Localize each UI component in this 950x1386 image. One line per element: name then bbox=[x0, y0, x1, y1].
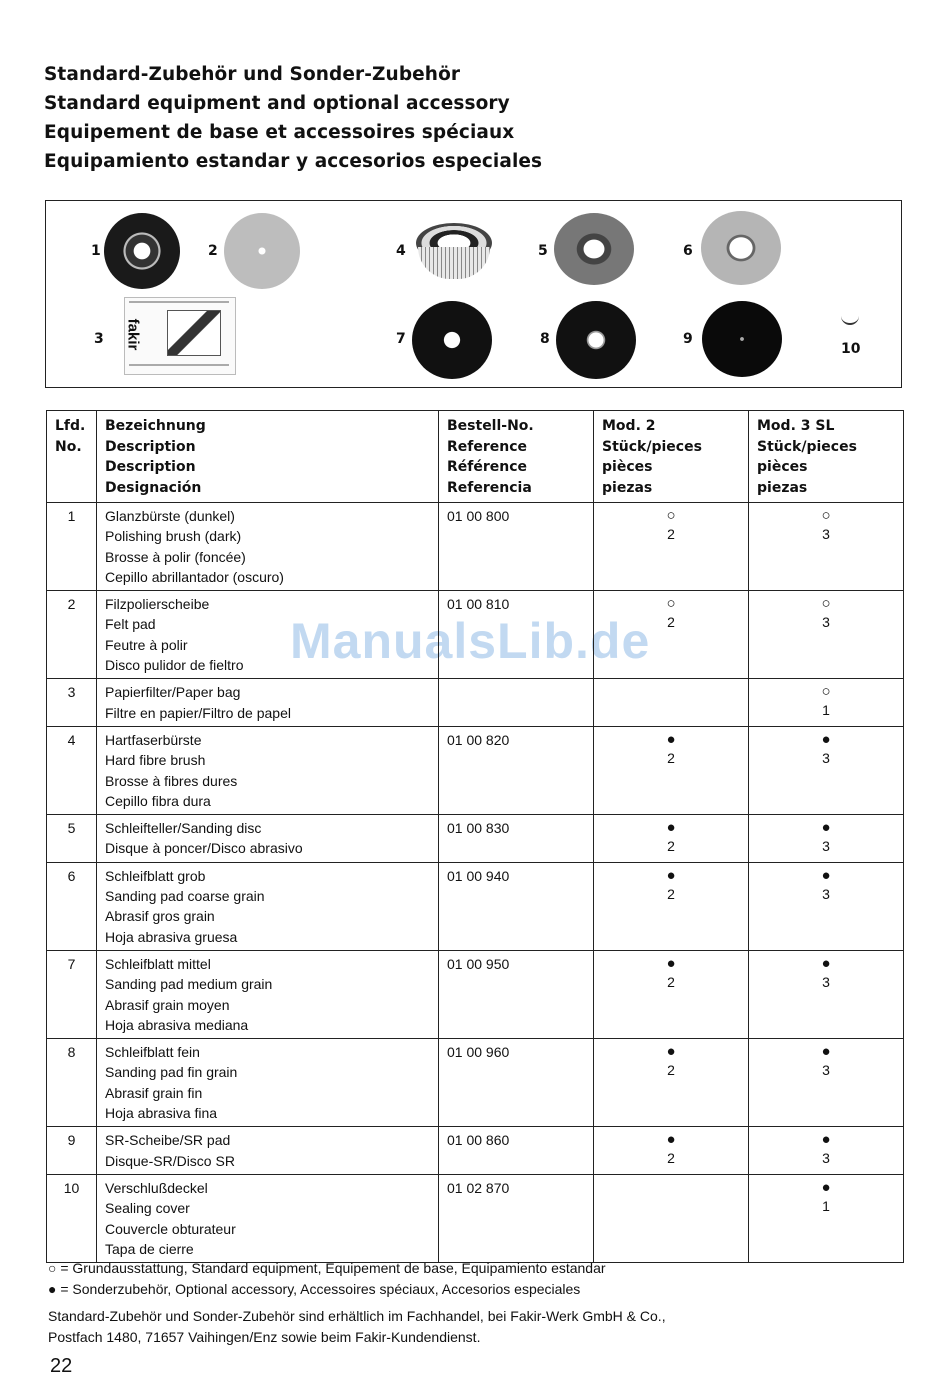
equipment-symbol: ● bbox=[821, 866, 831, 884]
equipment-symbol: ○ bbox=[666, 595, 676, 613]
row-mod3-cell bbox=[749, 1039, 904, 1127]
row-reference: 01 00 860 bbox=[439, 1127, 594, 1175]
table-row bbox=[47, 862, 904, 950]
equipment-symbol: ● bbox=[666, 730, 676, 748]
header-text: pièces bbox=[757, 459, 808, 475]
equipment-symbol: ● bbox=[666, 819, 676, 837]
paper-bag-image bbox=[124, 297, 236, 375]
page-titles bbox=[44, 60, 542, 176]
table-row bbox=[47, 726, 904, 814]
table-row bbox=[47, 679, 904, 727]
row-mod3-cell bbox=[749, 950, 904, 1038]
header-text: No. bbox=[55, 438, 82, 455]
row-mod3-cell bbox=[749, 503, 904, 591]
quantity: 3 bbox=[822, 526, 830, 542]
description-line: Schleifteller/Sanding disc bbox=[105, 820, 262, 837]
title-english: Standard equipment and optional accessory bbox=[44, 93, 510, 114]
watermark: ManualsLib.de bbox=[290, 613, 651, 669]
table-row bbox=[47, 950, 904, 1038]
description-line: Couvercle obturateur bbox=[105, 1220, 236, 1237]
description-line: Hoja abrasiva fina bbox=[105, 1105, 218, 1122]
header-text: Description bbox=[105, 459, 196, 475]
row-mod2-cell bbox=[594, 1174, 749, 1262]
description-line: Hartfaserbürste bbox=[105, 731, 202, 748]
description-line: Filtre en papier/Filtro de papel bbox=[105, 704, 291, 721]
header-text: Designación bbox=[105, 479, 202, 496]
description-line: Disco pulidor de fieltro bbox=[105, 657, 244, 674]
paper-bag-brand: fakir bbox=[124, 318, 142, 351]
row-mod2-cell bbox=[594, 862, 749, 950]
description-line: Schleifblatt grob bbox=[105, 867, 206, 884]
row-description bbox=[97, 1127, 439, 1175]
description-line: Cepillo fibra dura bbox=[105, 792, 211, 809]
image-label-6: 6 bbox=[683, 243, 693, 259]
row-number: 10 bbox=[47, 1174, 97, 1262]
header-text: Mod. 3 SL bbox=[757, 418, 835, 434]
sr-pad-image bbox=[702, 301, 782, 377]
header-mod2 bbox=[594, 411, 749, 503]
header-text: Bezeichnung bbox=[105, 418, 206, 434]
row-reference: 01 00 960 bbox=[439, 1039, 594, 1127]
description-line: Feutre à polir bbox=[105, 636, 188, 653]
quantity: 2 bbox=[667, 614, 675, 631]
row-number: 9 bbox=[47, 1127, 97, 1175]
quantity: 2 bbox=[667, 749, 675, 766]
row-mod2-cell bbox=[594, 679, 749, 727]
description-line: Disque-SR/Disco SR bbox=[105, 1152, 235, 1169]
image-label-2: 2 bbox=[208, 243, 218, 259]
row-number: 8 bbox=[47, 1039, 97, 1127]
image-label-1: 1 bbox=[91, 243, 101, 259]
header-no bbox=[47, 411, 97, 503]
row-reference bbox=[439, 679, 594, 727]
equipment-symbol: ● bbox=[666, 1043, 676, 1061]
row-description bbox=[97, 1039, 439, 1127]
description-line: Brosse à polir (foncée) bbox=[105, 548, 246, 565]
row-mod3-cell bbox=[749, 815, 904, 863]
header-text: piezas bbox=[757, 479, 808, 496]
image-label-3: 3 bbox=[94, 331, 104, 347]
header-text: Stück/pieces bbox=[757, 438, 857, 455]
row-reference: 01 00 830 bbox=[439, 815, 594, 863]
table-header-row bbox=[47, 411, 904, 503]
image-label-7: 7 bbox=[396, 331, 406, 347]
coarse-sanding-pad-image bbox=[701, 211, 781, 285]
row-mod2-cell bbox=[594, 1127, 749, 1175]
row-description bbox=[97, 503, 439, 591]
row-mod2-cell bbox=[594, 503, 749, 591]
polishing-brush-image bbox=[104, 213, 180, 289]
equipment-symbol: ● bbox=[821, 1178, 831, 1196]
title-french: Equipement de base et accessoires spéciaux bbox=[44, 122, 515, 143]
footer-line: Standard-Zubehör und Sonder-Zubehör sind erhältlich im Fachhandel, bei Fakir-Werk GmbH & Co., bbox=[48, 1308, 666, 1324]
row-mod3-cell bbox=[749, 1127, 904, 1175]
row-mod3-cell bbox=[749, 1174, 904, 1262]
table-row bbox=[47, 1127, 904, 1175]
table-row bbox=[47, 1039, 904, 1127]
legend bbox=[48, 1258, 606, 1300]
row-description bbox=[97, 815, 439, 863]
quantity: 1 bbox=[822, 1197, 830, 1214]
row-reference: 01 00 940 bbox=[439, 862, 594, 950]
header-text: Reference bbox=[447, 438, 528, 455]
equipment-symbol: ● bbox=[666, 954, 676, 972]
row-number: 6 bbox=[47, 862, 97, 950]
quantity: 3 bbox=[822, 749, 830, 766]
row-mod3-cell bbox=[749, 591, 904, 679]
equipment-symbol: ● bbox=[821, 819, 831, 837]
quantity: 3 bbox=[822, 973, 830, 990]
image-label-4: 4 bbox=[396, 243, 406, 259]
accessory-table bbox=[46, 410, 904, 1263]
row-mod3-cell bbox=[749, 679, 904, 727]
equipment-symbol: ○ bbox=[821, 595, 831, 613]
row-mod3-cell bbox=[749, 726, 904, 814]
header-text: Bestell-No. bbox=[447, 418, 534, 434]
quantity: 1 bbox=[822, 702, 830, 719]
equipment-symbol: ● bbox=[821, 954, 831, 972]
footer-line: Postfach 1480, 71657 Vaihingen/Enz sowie beim Fakir-Kundendienst. bbox=[48, 1329, 481, 1345]
quantity: 3 bbox=[822, 1150, 830, 1167]
equipment-symbol: ○ bbox=[821, 507, 831, 524]
description-line: Disque à poncer/Disco abrasivo bbox=[105, 840, 303, 857]
description-line: Hoja abrasiva mediana bbox=[105, 1016, 249, 1033]
header-mod3 bbox=[749, 411, 904, 503]
description-line: Verschlußdeckel bbox=[105, 1179, 208, 1196]
accessory-illustration bbox=[45, 200, 902, 388]
description-line: Abrasif gros grain bbox=[105, 908, 215, 925]
sealing-cover-image bbox=[841, 313, 859, 325]
legend-standard: ○ = Grundausstattung, Standard equipment, Equipement de base, Equipamiento estandar bbox=[48, 1260, 606, 1276]
quantity: 3 bbox=[822, 1062, 830, 1079]
header-reference bbox=[439, 411, 594, 503]
quantity: 2 bbox=[667, 1150, 675, 1167]
header-description bbox=[97, 411, 439, 503]
row-description bbox=[97, 950, 439, 1038]
image-label-5: 5 bbox=[538, 243, 548, 259]
header-text: Referencia bbox=[447, 479, 532, 496]
description-line: Abrasif grain moyen bbox=[105, 996, 230, 1013]
row-reference: 01 00 800 bbox=[439, 503, 594, 591]
header-text: piezas bbox=[602, 479, 653, 496]
legend-optional: ● = Sonderzubehör, Optional accessory, Accessoires spéciaux, Accesorios especiales bbox=[48, 1281, 581, 1297]
image-label-10: 10 bbox=[841, 341, 861, 357]
header-text: Mod. 2 bbox=[602, 418, 656, 434]
description-line: Glanzbürste (dunkel) bbox=[105, 508, 235, 524]
description-line: Filzpolierscheibe bbox=[105, 596, 210, 613]
sanding-disc-image bbox=[554, 213, 634, 285]
row-number: 5 bbox=[47, 815, 97, 863]
description-line: Sanding pad coarse grain bbox=[105, 888, 265, 905]
table-row bbox=[47, 503, 904, 591]
table-row bbox=[47, 815, 904, 863]
equipment-symbol: ● bbox=[821, 1043, 831, 1061]
quantity: 3 bbox=[822, 838, 830, 855]
felt-pad-image bbox=[224, 213, 300, 289]
equipment-symbol: ● bbox=[666, 1131, 676, 1149]
row-mod2-cell bbox=[594, 815, 749, 863]
description-line: Sealing cover bbox=[105, 1200, 190, 1217]
equipment-symbol: ○ bbox=[821, 683, 831, 701]
description-line: Abrasif grain fin bbox=[105, 1084, 203, 1101]
page-number: 22 bbox=[50, 1355, 73, 1377]
description-line: Hard fibre brush bbox=[105, 752, 206, 769]
row-number: 3 bbox=[47, 679, 97, 727]
image-label-8: 8 bbox=[540, 331, 550, 347]
availability-note bbox=[48, 1306, 666, 1348]
header-text: pièces bbox=[602, 459, 653, 475]
header-text: Stück/pieces bbox=[602, 438, 702, 455]
quantity: 3 bbox=[822, 614, 830, 631]
quantity: 3 bbox=[822, 885, 830, 902]
row-number: 7 bbox=[47, 950, 97, 1038]
description-line: Tapa de cierre bbox=[105, 1240, 194, 1257]
row-mod2-cell bbox=[594, 591, 749, 679]
row-mod2-cell bbox=[594, 726, 749, 814]
description-line: SR-Scheibe/SR pad bbox=[105, 1132, 231, 1149]
title-spanish: Equipamiento estandar y accesorios especiales bbox=[44, 151, 543, 172]
description-line: Sanding pad fin grain bbox=[105, 1064, 238, 1081]
hard-fibre-brush-image bbox=[416, 223, 492, 283]
header-text: Description bbox=[105, 438, 196, 455]
description-line: Cepillo abrillantador (oscuro) bbox=[105, 568, 284, 585]
row-mod3-cell bbox=[749, 862, 904, 950]
header-text: Lfd. bbox=[55, 418, 86, 434]
table-row bbox=[47, 1174, 904, 1262]
equipment-symbol: ○ bbox=[666, 507, 676, 524]
row-description bbox=[97, 679, 439, 727]
row-number: 4 bbox=[47, 726, 97, 814]
description-line: Felt pad bbox=[105, 616, 156, 633]
row-number: 2 bbox=[47, 591, 97, 679]
description-line: Papierfilter/Paper bag bbox=[105, 684, 241, 701]
title-german: Standard-Zubehör und Sonder-Zubehör bbox=[44, 64, 461, 85]
quantity: 2 bbox=[667, 526, 675, 542]
description-line: Schleifblatt mittel bbox=[105, 955, 211, 972]
row-description bbox=[97, 591, 439, 679]
row-description bbox=[97, 726, 439, 814]
row-description bbox=[97, 862, 439, 950]
quantity: 2 bbox=[667, 885, 675, 902]
description-line: Schleifblatt fein bbox=[105, 1044, 200, 1061]
quantity: 2 bbox=[667, 838, 675, 855]
equipment-symbol: ● bbox=[821, 1131, 831, 1149]
equipment-symbol: ● bbox=[821, 730, 831, 748]
row-mod2-cell bbox=[594, 1039, 749, 1127]
description-line: Sanding pad medium grain bbox=[105, 976, 273, 993]
description-line: Hoja abrasiva gruesa bbox=[105, 928, 238, 945]
row-number: 1 bbox=[47, 503, 97, 591]
quantity: 2 bbox=[667, 1062, 675, 1079]
header-text: Référence bbox=[447, 459, 528, 475]
table-body bbox=[47, 503, 904, 1263]
quantity: 2 bbox=[667, 973, 675, 990]
image-label-9: 9 bbox=[683, 331, 693, 347]
row-reference: 01 00 810 bbox=[439, 591, 594, 679]
medium-sanding-pad-image bbox=[412, 301, 492, 379]
row-mod2-cell bbox=[594, 950, 749, 1038]
row-reference: 01 00 820 bbox=[439, 726, 594, 814]
fine-sanding-pad-image bbox=[556, 301, 636, 379]
row-reference: 01 02 870 bbox=[439, 1174, 594, 1262]
table-row bbox=[47, 591, 904, 679]
row-reference: 01 00 950 bbox=[439, 950, 594, 1038]
row-description bbox=[97, 1174, 439, 1262]
description-line: Brosse à fibres dures bbox=[105, 772, 238, 789]
description-line: Polishing brush (dark) bbox=[105, 528, 242, 545]
equipment-symbol: ● bbox=[666, 866, 676, 884]
